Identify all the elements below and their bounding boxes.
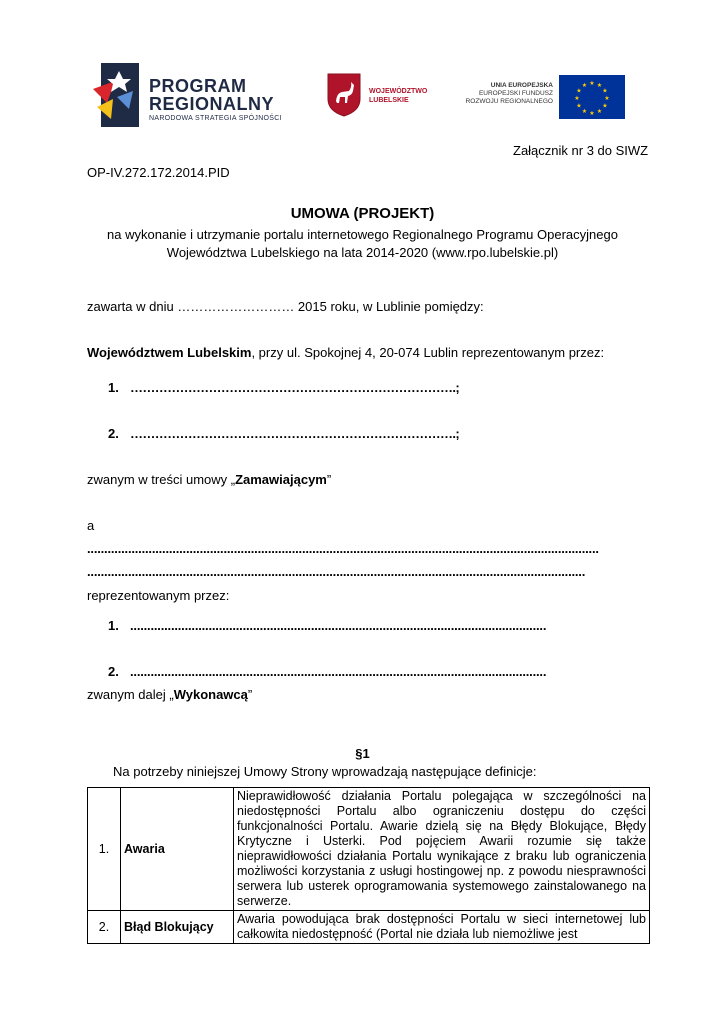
program-regionalny-logo xyxy=(93,63,303,129)
program-regionalny-emblem-icon xyxy=(93,63,139,127)
rep1-number: 1. xyxy=(108,380,119,395)
definition-text: Nieprawidłowość działania Portalu polegająca w szczególności na niedostępności Portalu albo ograniczeniu dostępu do części funkcjonalności Portalu. Awarie dzielą się na Błędy Blokujące, Błędy Krytyczne i Usterki. Pod pojęciem Awarii rozumie się także nieprawidłowości działania Portalu wynikające z braku lub ograniczenia możliwości korzystania z usługi hostingowej np. z powodu niesprawności serwera lub usterek oprogramowania systemowego zainstalowanego na serwerze. xyxy=(234,788,650,911)
contractor-blank-line1: ...................................................................................................................................................... xyxy=(87,541,599,556)
svg-text:★: ★ xyxy=(596,108,603,115)
svg-text:★: ★ xyxy=(589,80,595,87)
eu-logo xyxy=(458,75,626,121)
svg-text:★: ★ xyxy=(576,102,582,110)
contractor-blank-line2: .................................................................................................................................................. xyxy=(87,564,586,579)
called-contractor: zwanym dalej „Wykonawcą” xyxy=(87,687,253,702)
reference-number: OP-IV.272.172.2014.PID xyxy=(87,165,230,180)
contractor-name: Wykonawcą xyxy=(173,687,248,702)
svg-text:★: ★ xyxy=(602,102,608,110)
wojewodztwo-lubelskie-logo xyxy=(327,73,437,119)
document-subtitle-line2: Województwa Lubelskiego na lata 2014-2020 (www.rpo.lubelskie.pl) xyxy=(166,245,559,260)
conjunction-a: a xyxy=(87,518,95,533)
rep3-blank: .......................................................................................................................... xyxy=(130,618,547,633)
rep3-number: 1. xyxy=(108,618,119,633)
rep2-number: 2. xyxy=(108,426,119,441)
svg-text:★: ★ xyxy=(574,95,580,102)
program-regionalny-line1: PROGRAM xyxy=(149,76,247,96)
eu-flag-icon xyxy=(559,75,625,119)
document-subtitle-line1: na wykonanie i utrzymanie portalu internetowego Regionalnego Programu Operacyjnego xyxy=(107,227,618,242)
svg-text:★: ★ xyxy=(604,95,610,102)
svg-text:★: ★ xyxy=(589,110,595,117)
ue-line2: EUROPEJSKI FUNDUSZ xyxy=(478,90,553,97)
called-ordering-party: zwanym w treści umowy „Zamawiającym” xyxy=(87,472,332,487)
concluded-line: zawarta w dniu ……………………… 2015 roku, w Lublinie pomiędzy: xyxy=(87,299,484,314)
coat-of-arms-icon xyxy=(327,73,361,117)
ordering-party-name: Zamawiającym xyxy=(235,472,327,487)
definition-number: 1. xyxy=(88,788,121,911)
ue-line3: ROZWOJU REGIONALNEGO xyxy=(465,98,553,105)
program-regionalny-line3: NARODOWA STRATEGIA SPÓJNOŚCI xyxy=(149,115,282,122)
svg-text:★: ★ xyxy=(596,82,603,89)
party1-line xyxy=(87,345,604,361)
section-heading: §1 xyxy=(355,746,370,761)
represented-by: reprezentowanym przez: xyxy=(87,588,230,603)
definition-text: Awaria powodująca brak dostępności Portalu w sieci internetowej lub całkowita niedostępność (Portal nie działa lub niemożliwe jest xyxy=(237,912,646,941)
program-regionalny-line2: REGIONALNY xyxy=(149,94,275,114)
svg-text:★: ★ xyxy=(602,87,608,95)
definitions-table xyxy=(87,787,650,944)
document-title: UMOWA (PROJEKT) xyxy=(290,205,435,222)
table-row xyxy=(88,911,650,944)
wojewodztwo-line2: LUBELSKIE xyxy=(369,97,409,104)
definition-term: Błąd Blokujący xyxy=(121,911,234,944)
svg-text:★: ★ xyxy=(576,87,582,95)
svg-text:★: ★ xyxy=(581,82,588,89)
table-row xyxy=(88,788,650,911)
definition-term: Awaria xyxy=(121,788,234,911)
wojewodztwo-line1: WOJEWÓDZTWO xyxy=(369,88,428,95)
svg-text:★: ★ xyxy=(581,108,588,115)
ue-line1: UNIA EUROPEJSKA xyxy=(490,82,553,89)
rep4-number: 2. xyxy=(108,664,119,679)
attachment-label: Załącznik nr 3 do SIWZ xyxy=(513,143,649,158)
definition-number: 2. xyxy=(88,911,121,944)
party1-name: Województwem Lubelskim xyxy=(87,345,252,360)
section-intro: Na potrzeby niniejszej Umowy Strony wprowadzają następujące definicje: xyxy=(113,764,537,779)
rep1-blank: …………………………………………………………………….; xyxy=(130,380,460,395)
party1-details: , przy ul. Spokojnej 4, 20-074 Lublin reprezentowanym przez: xyxy=(251,345,605,360)
rep2-blank: …………………………………………………………………….; xyxy=(130,426,460,441)
rep4-blank: .......................................................................................................................... xyxy=(130,664,547,679)
